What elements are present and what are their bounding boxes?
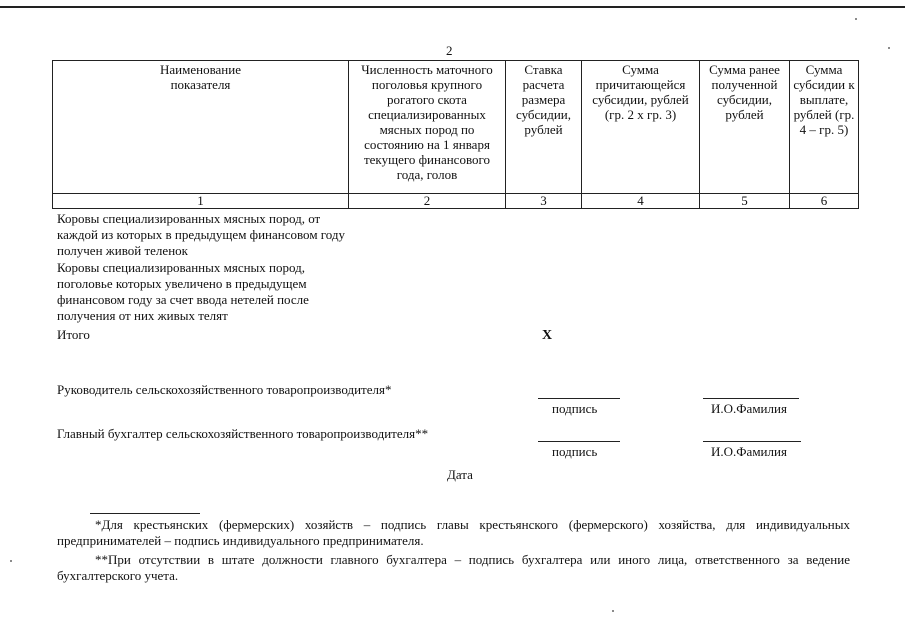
row-cows-herd-increase: Коровы специализированных мясных пород, поголовье которых увеличено в предыдущем финансовом году за счет ввода нетелей после получения от них живых телят [57,260,309,323]
scan-speck [612,610,614,612]
col-header-herd-count: Численность маточного поголовья крупного рогатого скота специализированных мясных пород по состоянию на 1 января текущего финансового года, голов [349,61,506,194]
col-number: 3 [506,194,582,209]
footnote-1: *Для крестьянских (фермерских) хозяйств – подпись главы крестьянского (фермерского) хозяйства, для индивидуальных предпринимателей – подпись индивидуального предпринимателя. [57,517,850,548]
footnote-separator [90,513,200,514]
page-number: 2 [446,43,453,58]
table-header-row [53,61,859,194]
col-header-due-amount: Сумма причитающейся субсидии, рублей (гр. 2 х гр. 3) [582,61,700,194]
accountant-signature-line [538,441,620,442]
head-name-caption: И.О.Фамилия [711,401,787,416]
row-total-label: Итого [57,327,90,342]
footnote-2: **При отсутствии в штате должности главного бухгалтера – подпись бухгалтера или иного лица, ответственного за ведение бухгалтерского учета. [57,552,850,583]
head-signature-label: Руководитель сельскохозяйственного товаропроизводителя* [57,382,392,397]
head-name-line [703,398,799,399]
accountant-signature-caption: подпись [552,444,598,459]
col-header-rate: Ставка расчета размера субсидии, рублей [506,61,582,194]
accountant-signature-label: Главный бухгалтер сельскохозяйственного товаропроизводителя** [57,426,429,441]
col-header-payout-amount: Сумма субсидии к выплате, рублей (гр. 4 – гр. 5) [790,61,859,194]
col-number: 5 [700,194,790,209]
head-signature-line [538,398,620,399]
col-number: 6 [790,194,859,209]
scan-speck [10,560,12,562]
col-header-received-amount: Сумма ранее полученной субсидии, рублей [700,61,790,194]
accountant-name-caption: И.О.Фамилия [711,444,787,459]
subsidy-table [52,60,859,209]
accountant-name-line [703,441,801,442]
scan-speck [888,47,890,49]
col-header-indicator: Наименование показателя [53,61,349,194]
top-border-line [0,6,905,8]
date-label: Дата [447,467,473,482]
col-number: 4 [582,194,700,209]
total-x-mark: X [542,328,553,343]
table-column-numbers-row [53,194,859,209]
col-number: 1 [53,194,349,209]
head-signature-caption: подпись [552,401,598,416]
scan-speck [855,18,857,20]
row-cows-live-calf: Коровы специализированных мясных пород, от каждой из которых в предыдущем финансовом году получен живой теленок [57,211,346,258]
col-number: 2 [349,194,506,209]
